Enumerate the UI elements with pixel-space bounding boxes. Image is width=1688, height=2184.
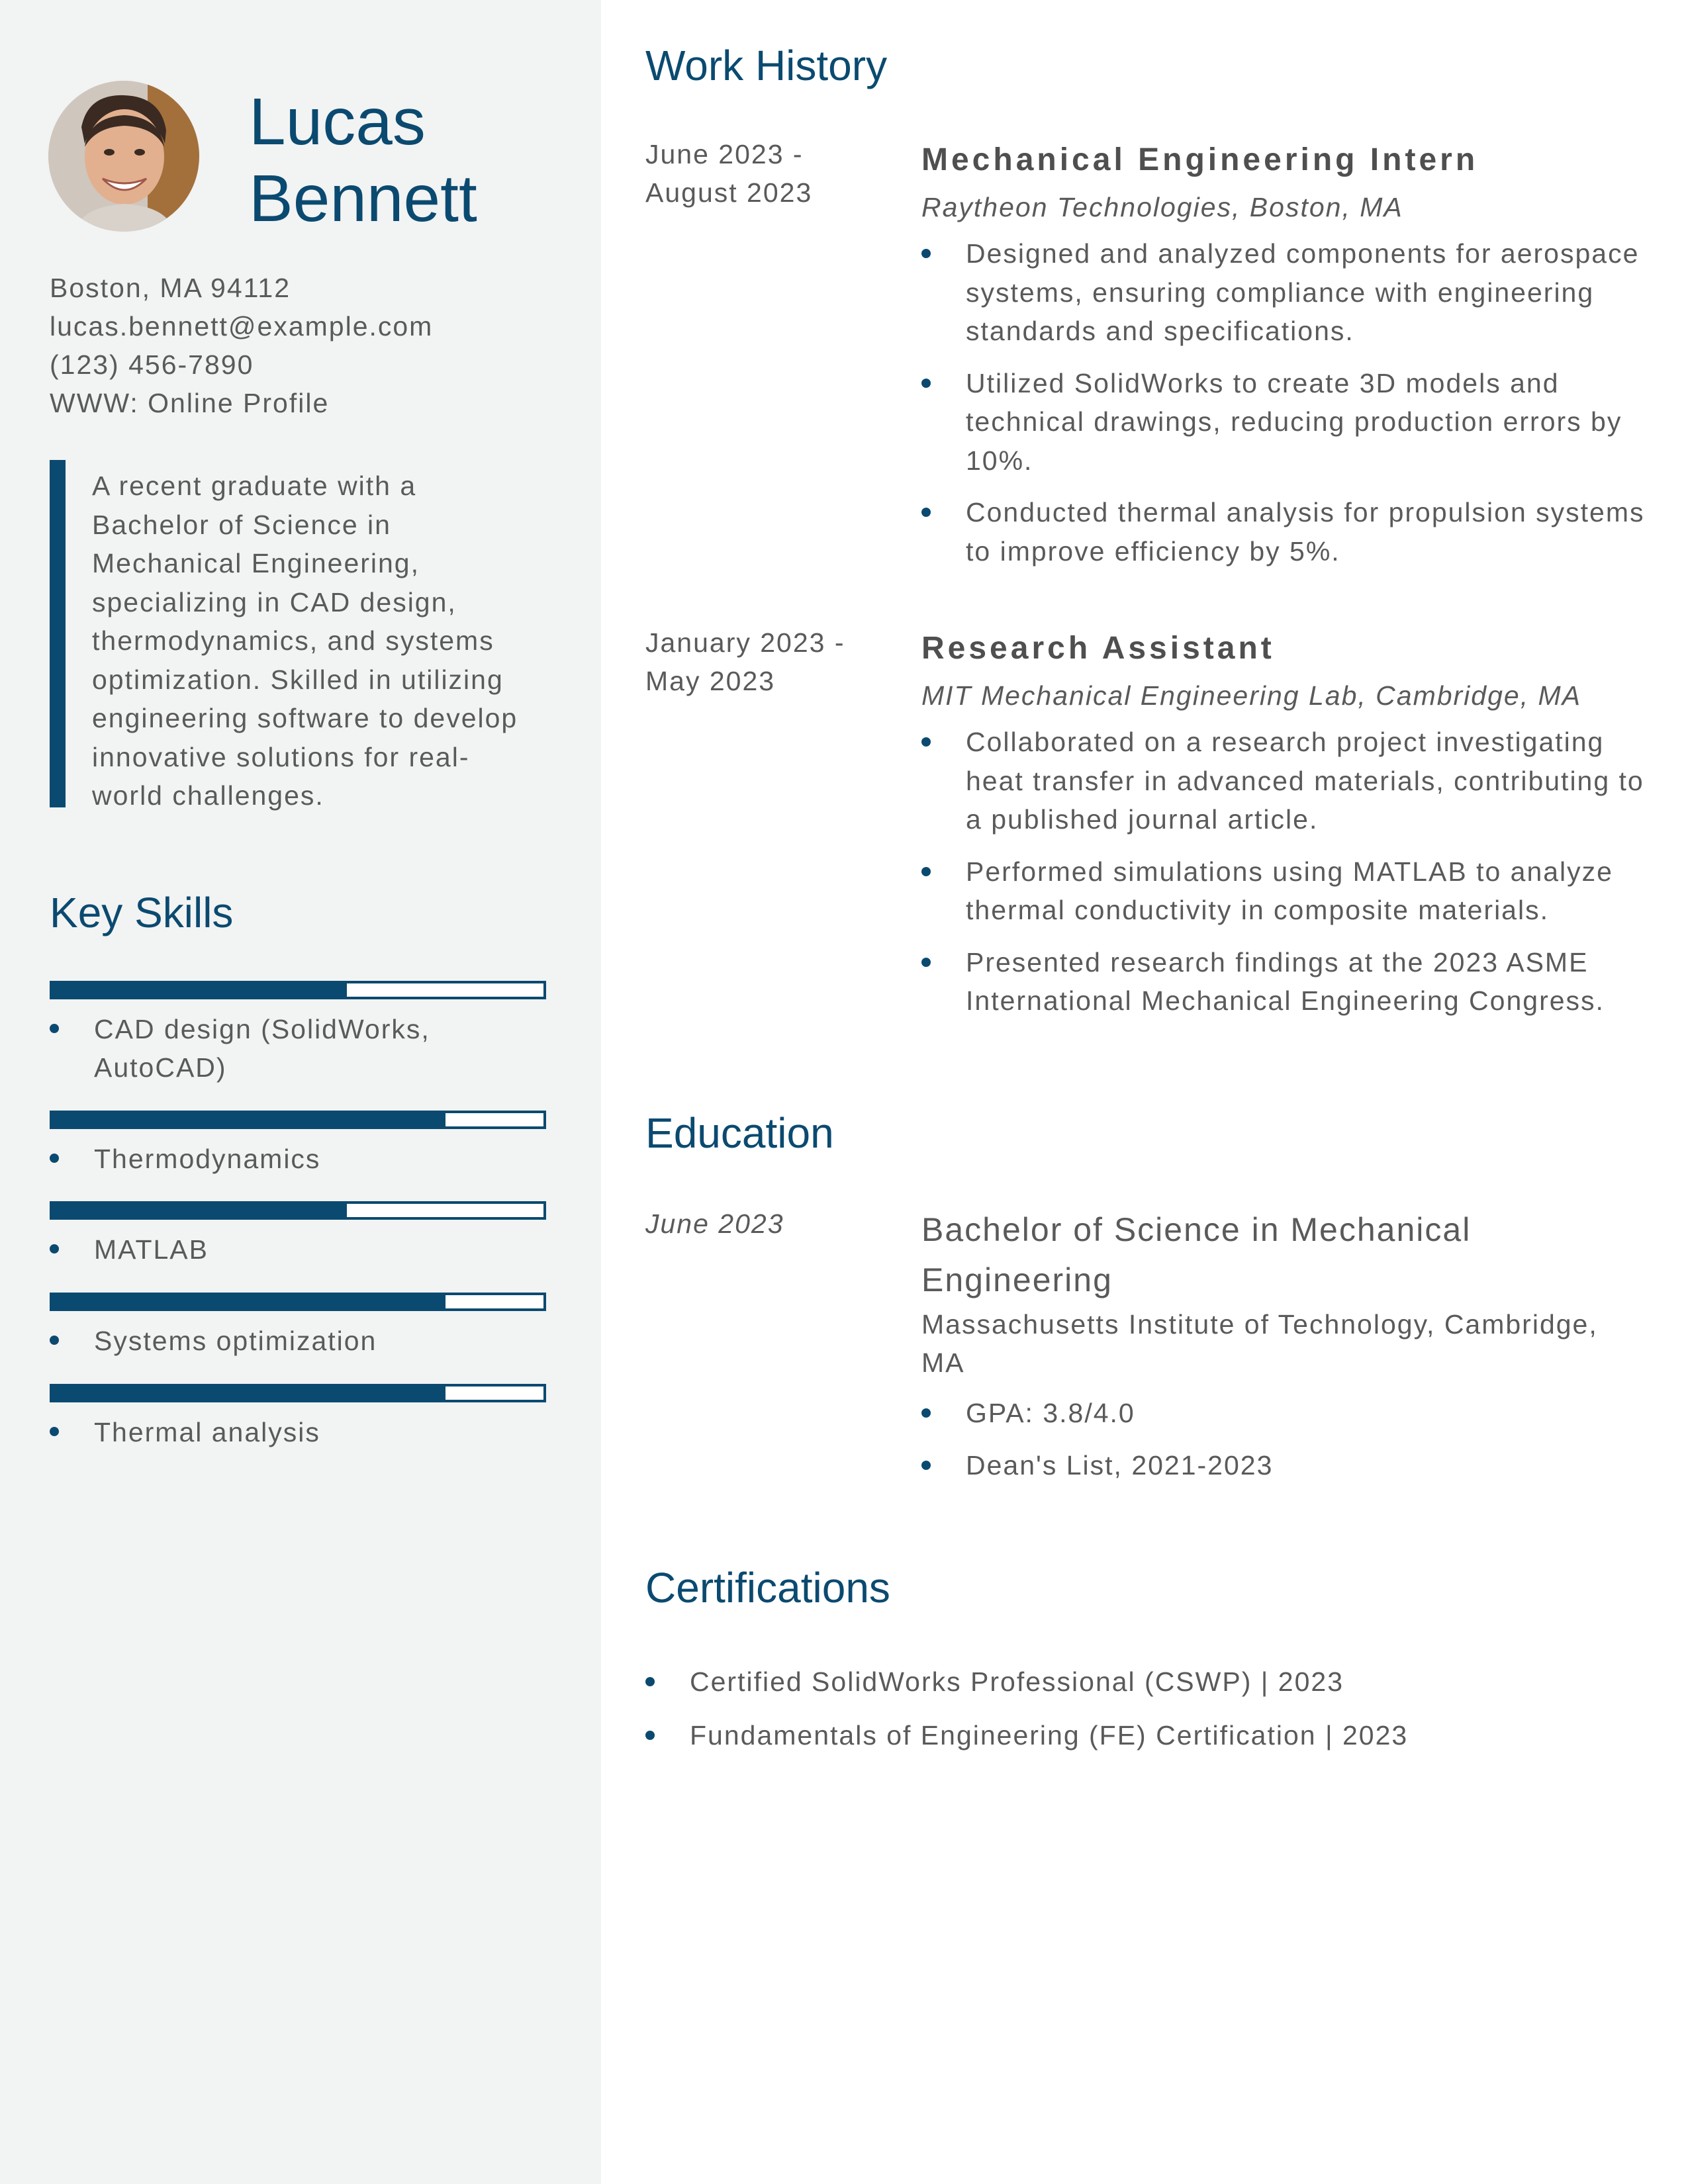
list-item: Presented research findings at the 2023 ASME International Mechanical Engineering Congress. — [921, 943, 1650, 1021]
list-item: Conducted thermal analysis for propulsion systems to improve efficiency by 5%. — [921, 493, 1650, 570]
job-dates: January 2023 - May 2023 — [645, 627, 845, 696]
job-entry — [921, 629, 1650, 1034]
skill-level-bar — [50, 1201, 546, 1220]
list-item: Performed simulations using MATLAB to analyze thermal conductivity in composite materials. — [921, 852, 1650, 930]
list-item: Collaborated on a research project investigating heat transfer in advanced materials, contributing to a published journal article. — [921, 723, 1650, 839]
skill-level-bar — [50, 1384, 546, 1402]
skill-item — [50, 981, 546, 1087]
skill-level-bar — [50, 981, 546, 999]
skill-label: Thermal analysis — [94, 1417, 320, 1447]
job-dates: June 2023 - August 2023 — [645, 139, 813, 208]
cert-bullets — [645, 1662, 1638, 1754]
summary-block — [50, 460, 539, 811]
bullet-icon — [50, 1024, 59, 1033]
certifications-heading: Certifications — [645, 1564, 890, 1612]
skills-heading: Key Skills — [50, 889, 234, 936]
contact-info — [50, 269, 579, 422]
skill-label: Thermodynamics — [94, 1144, 321, 1174]
phone: (123) 456-7890 — [50, 349, 254, 380]
degree: Bachelor of Science in Mechanical Engineering — [921, 1211, 1472, 1298]
skill-item — [50, 1201, 546, 1269]
list-item: Certified SolidWorks Professional (CSWP) | 2023 — [645, 1662, 1638, 1702]
school: Massachusetts Institute of Technology, Cambridge, MA — [921, 1309, 1598, 1378]
profile-photo — [48, 81, 199, 232]
work-history-heading: Work History — [645, 42, 888, 89]
job-entry — [921, 140, 1650, 584]
skill-label: MATLAB — [94, 1234, 209, 1265]
bullet-icon — [50, 1154, 59, 1163]
last-name: Bennett — [249, 161, 477, 236]
bullet-icon — [921, 867, 931, 876]
skill-level-bar — [50, 1111, 546, 1129]
first-name: Lucas — [249, 85, 426, 159]
list-item: Designed and analyzed components for aerospace systems, ensuring compliance with engineering standards and specifications. — [921, 234, 1650, 351]
summary-text: A recent graduate with a Bachelor of Science in Mechanical Engineering, specializing in CAD design, thermodynamics, and systems optimization. Skilled in utilizing engineering software to develop innovative solutions for real-world challenges. — [92, 471, 518, 811]
skill-level-bar — [50, 1293, 546, 1311]
bullet-icon — [921, 737, 931, 747]
bullet-icon — [921, 379, 931, 388]
bullet-icon — [645, 1677, 655, 1686]
list-item: Fundamentals of Engineering (FE) Certification | 2023 — [645, 1716, 1638, 1755]
bullet-icon — [921, 1461, 931, 1470]
avatar-icon — [48, 81, 199, 232]
bullet-icon — [50, 1427, 59, 1436]
list-item: Dean's List, 2021-2023 — [921, 1446, 1650, 1485]
education-heading: Education — [645, 1109, 834, 1157]
skill-item — [50, 1111, 546, 1178]
bullet-icon — [921, 508, 931, 517]
job-title: Mechanical Engineering Intern — [921, 142, 1479, 177]
skill-label: Systems optimization — [94, 1326, 377, 1356]
bullet-icon — [50, 1244, 59, 1253]
job-bullets — [921, 723, 1650, 1021]
job-bullets — [921, 234, 1650, 570]
skill-item — [50, 1293, 546, 1360]
website-link[interactable]: WWW: Online Profile — [50, 388, 330, 418]
bullet-icon — [921, 249, 931, 258]
email[interactable]: lucas.bennett@example.com — [50, 311, 434, 341]
skill-item — [50, 1384, 546, 1451]
company: Raytheon Technologies, Boston, MA — [921, 192, 1403, 222]
candidate-name — [249, 83, 580, 237]
address: Boston, MA 94112 — [50, 273, 291, 303]
job-title: Research Assistant — [921, 631, 1275, 666]
list-item: Utilized SolidWorks to create 3D models and technical drawings, reducing production errors by 10%. — [921, 364, 1650, 480]
skill-label: CAD design (SolidWorks, AutoCAD) — [94, 1014, 430, 1083]
education-entry — [921, 1205, 1650, 1498]
education-bullets — [921, 1394, 1650, 1484]
bullet-icon — [921, 958, 931, 967]
sidebar — [0, 0, 601, 2184]
bullet-icon — [645, 1731, 655, 1740]
list-item: GPA: 3.8/4.0 — [921, 1394, 1650, 1433]
company: MIT Mechanical Engineering Lab, Cambridge, MA — [921, 680, 1581, 711]
bullet-icon — [921, 1408, 931, 1418]
bullet-icon — [50, 1336, 59, 1345]
education-date: June 2023 — [645, 1208, 784, 1239]
certifications-list — [645, 1655, 1638, 1769]
